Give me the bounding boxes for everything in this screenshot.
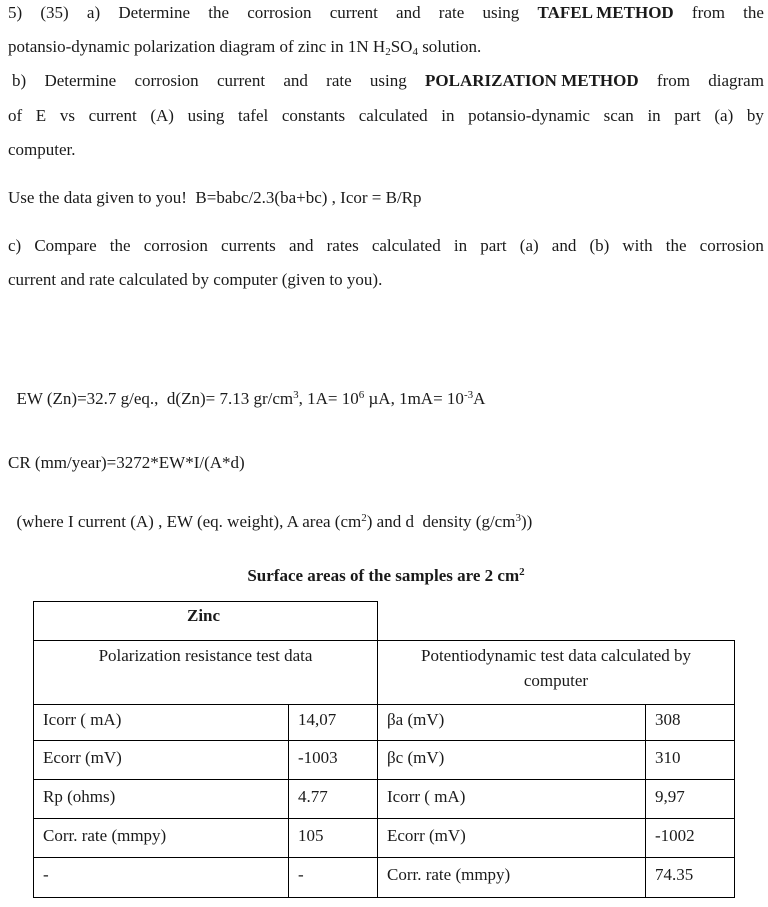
- l1-word: Determine: [118, 3, 191, 22]
- question-line-2: [8, 36, 481, 58]
- l1-word: current: [329, 3, 378, 22]
- left-header: Polarization resistance test data: [98, 646, 313, 665]
- table-border: [33, 779, 735, 780]
- l7-word: calculated: [371, 236, 441, 255]
- l3-word: rate: [326, 71, 352, 90]
- table-border: [33, 897, 735, 898]
- row-right-value: 9,97: [655, 787, 685, 806]
- row-left-value: -: [298, 865, 304, 884]
- line2-post: solution.: [417, 37, 482, 56]
- l4-word: potansio-dynamic: [468, 106, 590, 125]
- l7-word: currents: [221, 236, 276, 255]
- row-left-label: Corr. rate (mmpy): [43, 826, 167, 845]
- l7-word: part: [480, 236, 507, 255]
- line2-sub1: 2: [385, 46, 391, 58]
- table-border: [33, 640, 735, 641]
- l3-word: from: [656, 71, 690, 90]
- constants-sup2: 6: [358, 389, 365, 401]
- l7-word: and: [288, 236, 314, 255]
- row-left-label: Rp (ohms): [43, 787, 116, 806]
- l7-word: corrosion: [699, 236, 764, 255]
- question-line-3: [12, 70, 764, 92]
- row-left-label: Icorr ( mA): [43, 710, 122, 729]
- formula-line: Use the data given to you! B=babc/2.3(ba+bc) , Icor = B/Rp: [8, 188, 422, 207]
- l7-word: and: [551, 236, 577, 255]
- l4-word: in: [441, 106, 455, 125]
- l7-word: (a): [519, 236, 539, 255]
- l4-word: E: [35, 106, 47, 125]
- l1-word: TAFEL METHOD: [537, 3, 674, 22]
- row-right-label: βa (mV): [387, 710, 445, 729]
- l4-word: (A): [150, 106, 174, 125]
- line2-mid: SO: [390, 37, 413, 56]
- l1-word: rate: [438, 3, 465, 22]
- l1-word: the: [743, 3, 764, 22]
- table-border: [645, 704, 646, 898]
- table-border: [33, 601, 378, 602]
- l1-word: and: [396, 3, 421, 22]
- l1-word: from: [691, 3, 725, 22]
- l1-word: the: [208, 3, 230, 22]
- l7-word: c): [8, 236, 22, 255]
- row-left-value: 14,07: [298, 710, 337, 729]
- l4-word: part: [674, 106, 701, 125]
- question-line-8: current and rate calculated by computer (given to you).: [8, 270, 383, 289]
- row-left-value: 4.77: [298, 787, 328, 806]
- row-right-value: 308: [655, 710, 681, 729]
- l7-word: the: [665, 236, 687, 255]
- right-header-line2: computer: [523, 671, 589, 690]
- line2-pre: potansio-dynamic polarization diagram of zinc in 1N H: [8, 37, 386, 56]
- l1-word: a): [86, 3, 101, 22]
- where-pre: (where I current (A) , EW (eq. weight), A area (cm: [16, 512, 362, 531]
- l4-word: by: [746, 106, 764, 125]
- row-left-label: Ecorr (mV): [43, 748, 122, 767]
- l4-word: using: [187, 106, 225, 125]
- where-post: )): [520, 512, 533, 531]
- constants-pre: EW (Zn)=32.7 g/eq., d(Zn)= 7.13 gr/cm: [16, 389, 294, 408]
- table-caption: [0, 566, 768, 586]
- l4-word: constants: [281, 106, 346, 125]
- question-line-7: [8, 235, 764, 257]
- table-border: [288, 704, 289, 898]
- l4-word: vs: [59, 106, 75, 125]
- where-sup2: 3: [515, 512, 521, 524]
- l7-word: with: [622, 236, 653, 255]
- line2-sub2: 4: [412, 46, 418, 58]
- row-right-value: 310: [655, 748, 681, 767]
- row-right-label: Icorr ( mA): [387, 787, 466, 806]
- l3-word: using: [369, 71, 407, 90]
- l3-word: current: [216, 71, 266, 90]
- l4-word: (a): [714, 106, 734, 125]
- l1-word: (35): [40, 3, 69, 22]
- row-right-value: 74.35: [655, 865, 694, 884]
- table-border: [33, 818, 735, 819]
- l3-word: POLARIZATION METHOD: [425, 71, 639, 90]
- l1-word: using: [482, 3, 520, 22]
- row-left-value: -1003: [298, 748, 338, 767]
- constants-sup1: 3: [293, 389, 299, 401]
- question-line-4: [8, 105, 764, 127]
- constants-mid2: µA, 1mA= 10: [364, 389, 464, 408]
- where-sup1: 2: [361, 512, 367, 524]
- constants-mid: , 1A= 10: [298, 389, 359, 408]
- l1-word: corrosion: [247, 3, 312, 22]
- constants-sup3: -3: [463, 389, 474, 401]
- l4-word: of: [8, 106, 23, 125]
- l4-word: scan: [603, 106, 634, 125]
- l7-word: corrosion: [143, 236, 208, 255]
- l3-word: diagram: [708, 71, 764, 90]
- table-border: [734, 640, 735, 898]
- table-title: Zinc: [187, 606, 221, 625]
- table-border: [33, 704, 735, 705]
- caption-sup: 2: [519, 566, 525, 578]
- l4-word: current: [88, 106, 137, 125]
- constants-post: A: [473, 389, 486, 408]
- table-border: [33, 740, 735, 741]
- row-left-value: 105: [298, 826, 324, 845]
- right-header-line1: Potentiodynamic test data calculated by: [420, 646, 692, 665]
- l4-word: calculated: [358, 106, 428, 125]
- l3-word: b): [12, 71, 27, 90]
- row-right-label: Corr. rate (mmpy): [387, 865, 511, 884]
- row-right-label: Ecorr (mV): [387, 826, 466, 845]
- constants-line: [8, 366, 485, 410]
- question-line-5: computer.: [8, 140, 76, 159]
- row-right-label: βc (mV): [387, 748, 445, 767]
- l7-word: rates: [326, 236, 359, 255]
- where-line: [8, 489, 532, 533]
- l1-word: 5): [8, 3, 23, 22]
- table-border: [33, 857, 735, 858]
- l7-word: Compare: [34, 236, 97, 255]
- caption-text: Surface areas of the samples are 2 cm: [247, 566, 520, 585]
- l3-word: and: [283, 71, 308, 90]
- l4-word: in: [647, 106, 661, 125]
- row-right-value: -1002: [655, 826, 695, 845]
- l7-word: the: [109, 236, 131, 255]
- cr-formula: CR (mm/year)=3272*EW*I/(A*d): [8, 453, 245, 472]
- l3-word: Determine: [44, 71, 117, 90]
- row-left-label: -: [43, 865, 49, 884]
- where-mid: ) and d density (g/cm: [366, 512, 516, 531]
- l7-word: in: [453, 236, 468, 255]
- question-line-1: [8, 2, 764, 24]
- l3-word: corrosion: [134, 71, 199, 90]
- l4-word: tafel: [238, 106, 269, 125]
- l7-word: (b): [589, 236, 610, 255]
